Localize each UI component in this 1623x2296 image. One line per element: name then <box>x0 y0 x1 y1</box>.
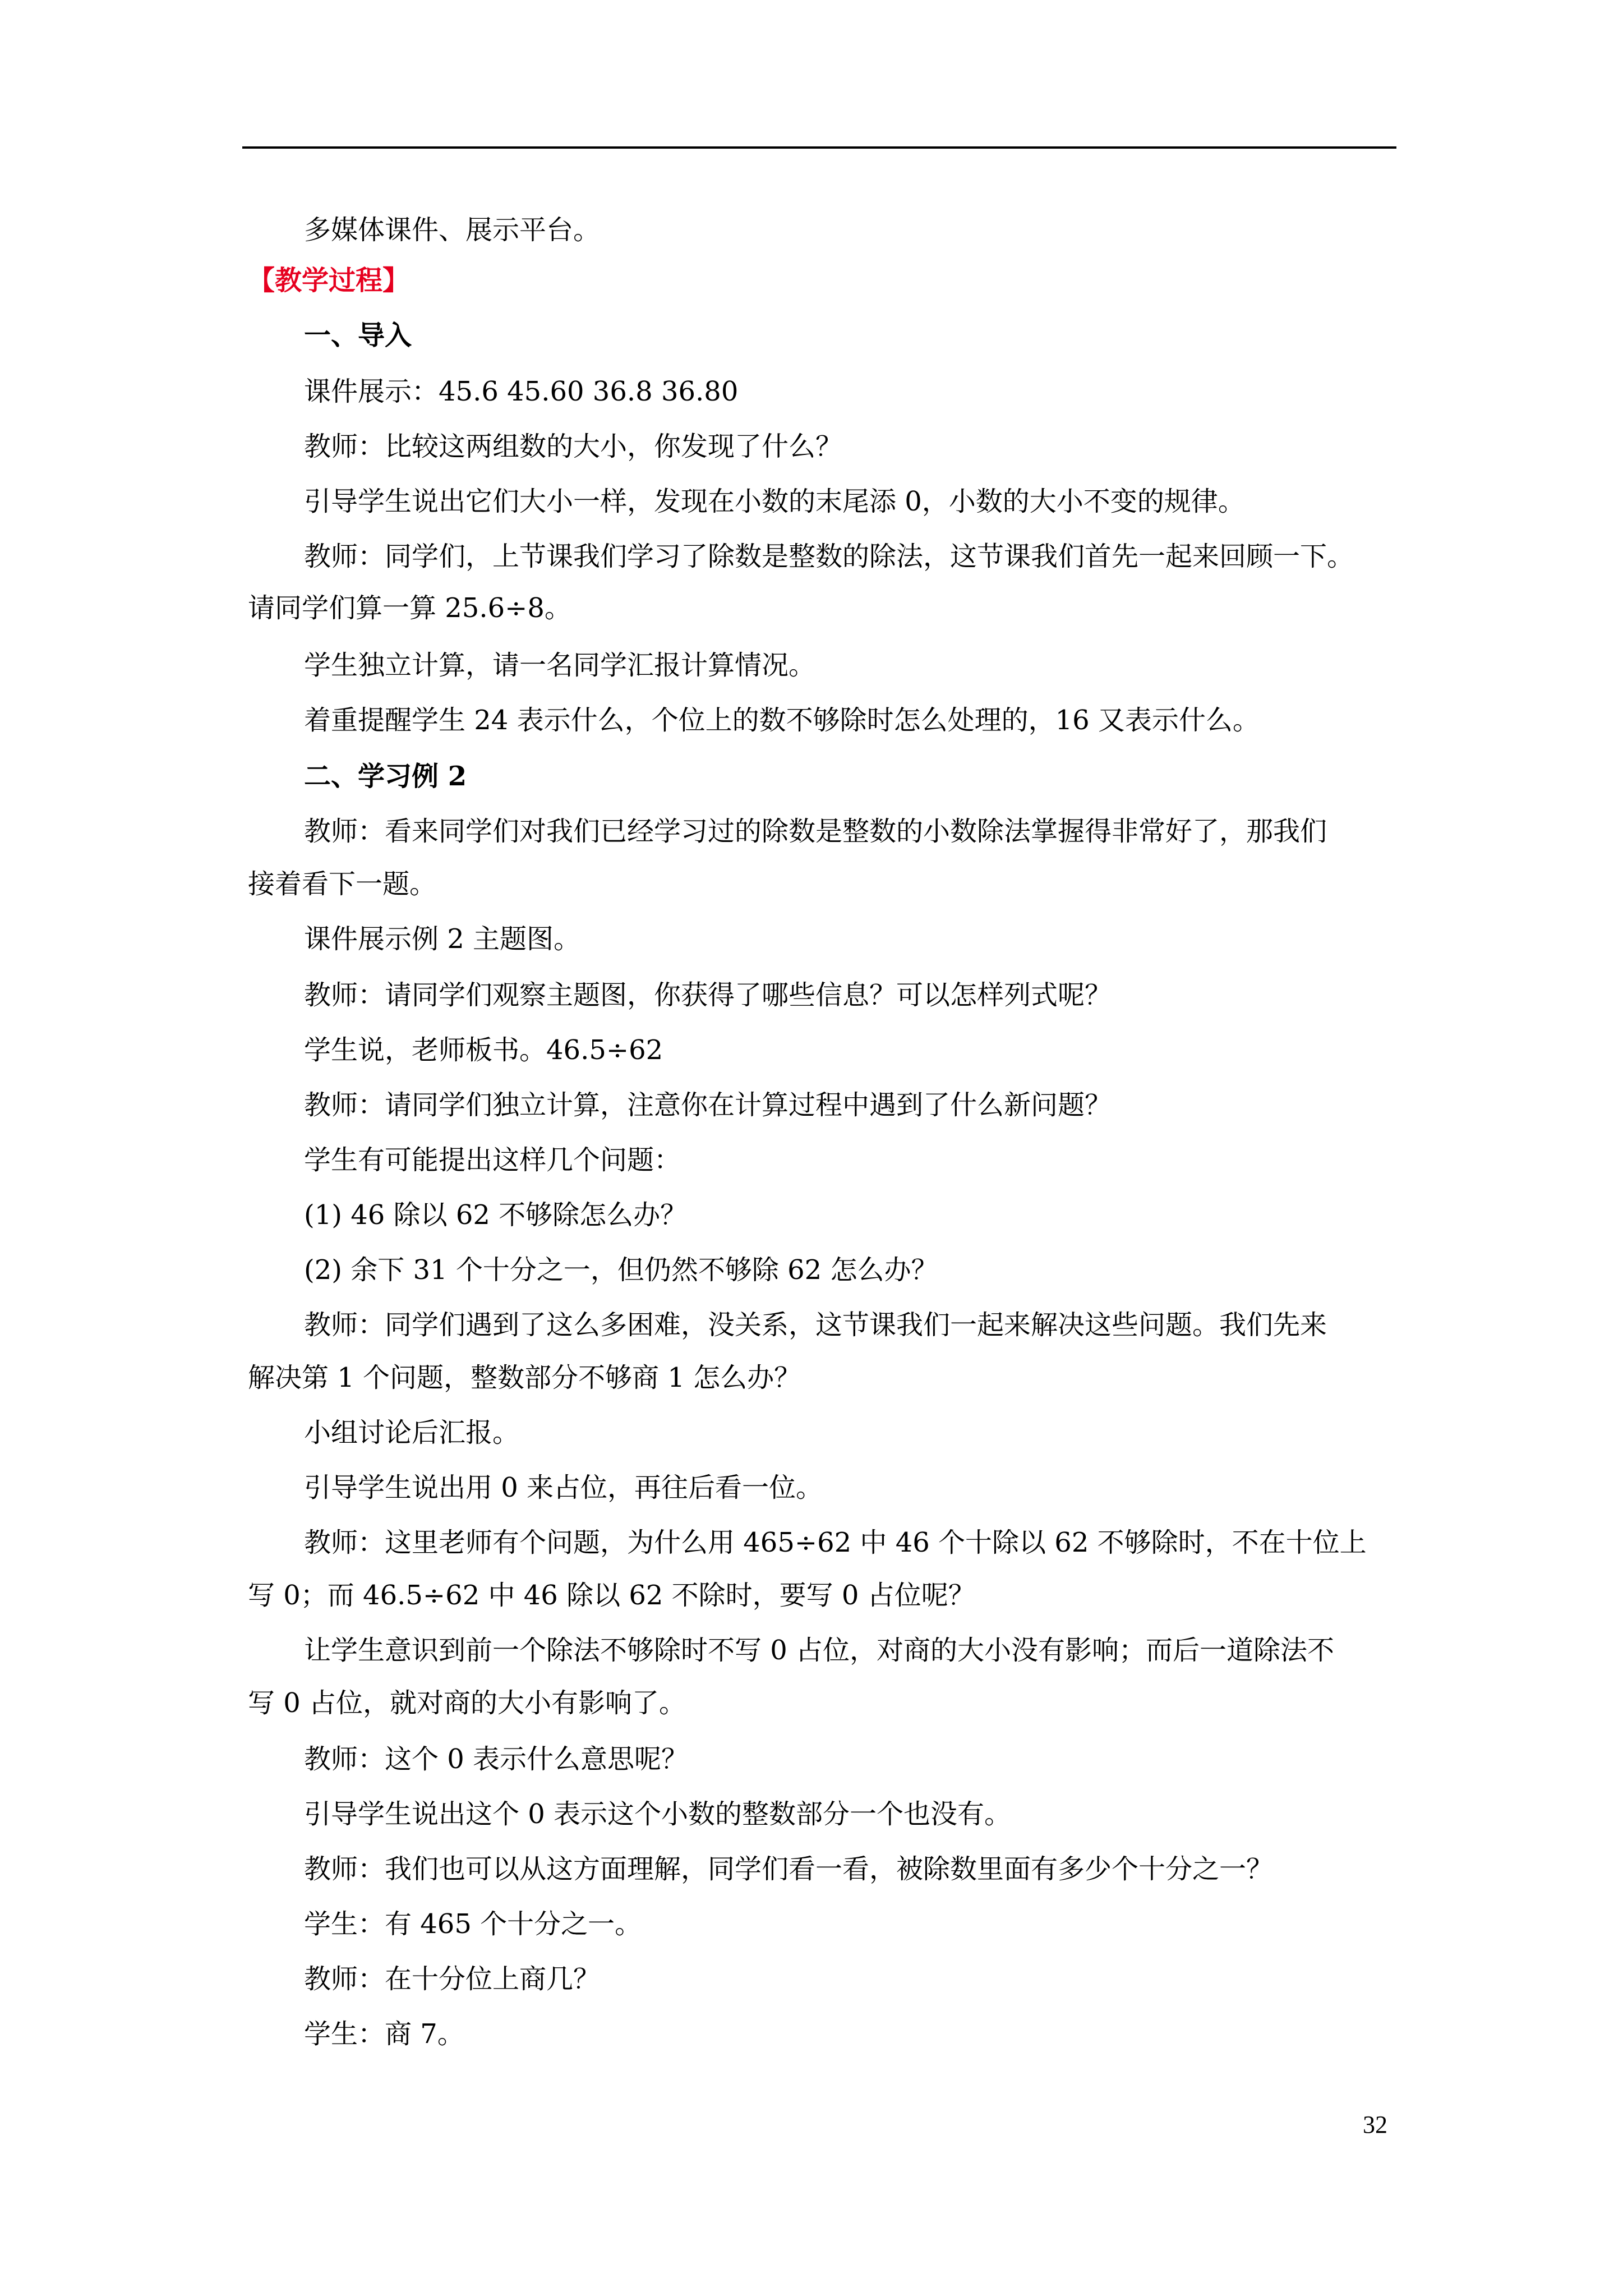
list-item: (1) 46 除以 62 不够除怎么办？ <box>304 1199 688 1231</box>
paragraph: 学生：有 465 个十分之一。 <box>304 1908 642 1940</box>
paragraph: 学生说，老师板书。46.5÷62 <box>304 1034 663 1066</box>
paragraph: 教师：这个 0 表示什么意思呢？ <box>304 1743 689 1775</box>
list-item: (2) 余下 31 个十分之一，但仍然不够除 62 怎么办？ <box>304 1254 938 1286</box>
paragraph: 教师：我们也可以从这方面理解，同学们看一看，被除数里面有多少个十分之一？ <box>304 1853 1274 1885</box>
paragraph: 教师：同学们遇到了这么多困难，没关系，这节课我们一起来解决这些问题。我们先来 <box>304 1309 1327 1341</box>
paragraph: 教师：看来同学们对我们已经学习过的除数是整数的小数除法掌握得非常好了，那我们 <box>304 816 1327 847</box>
paragraph-continuation: 写 0；而 46.5÷62 中 46 除以 62 不除时，要写 0 占位呢？ <box>248 1580 975 1611</box>
paragraph: 多媒体课件、展示平台。 <box>304 214 601 246</box>
paragraph-continuation: 请同学们算一算 25.6÷8。 <box>248 592 571 624</box>
paragraph: 学生有可能提出这样几个问题： <box>304 1144 681 1176</box>
header-rule <box>242 146 1396 149</box>
paragraph: 课件展示：45.6 45.60 36.8 36.80 <box>304 376 739 407</box>
paragraph: 引导学生说出这个 0 表示这个小数的整数部分一个也没有。 <box>304 1798 1012 1830</box>
subheading-example-2: 二、学习例 2 <box>304 761 467 792</box>
paragraph: 教师：在十分位上商几？ <box>304 1963 601 1995</box>
paragraph-continuation: 写 0 占位，就对商的大小有影响了。 <box>248 1687 686 1719</box>
paragraph: 学生独立计算，请一名同学汇报计算情况。 <box>304 650 816 681</box>
paragraph: 引导学生说出它们大小一样，发现在小数的末尾添 0，小数的大小不变的规律。 <box>304 486 1245 517</box>
paragraph: 教师：请同学们独立计算，注意你在计算过程中遇到了什么新问题？ <box>304 1089 1112 1121</box>
paragraph: 教师：请同学们观察主题图，你获得了哪些信息？可以怎样列式呢？ <box>304 979 1112 1011</box>
paragraph: 让学生意识到前一个除法不够除时不写 0 占位，对商的大小没有影响；而后一道除法不 <box>304 1635 1335 1666</box>
paragraph: 教师：比较这两组数的大小，你发现了什么？ <box>304 431 843 462</box>
subheading-introduction: 一、导入 <box>304 320 412 351</box>
page-number: 32 <box>1363 2111 1387 2138</box>
paragraph: 教师：同学们，上节课我们学习了除数是整数的除法，这节课我们首先一起来回顾一下。 <box>304 541 1354 572</box>
paragraph: 着重提醒学生 24 表示什么，个位上的数不够除时怎么处理的，16 又表示什么。 <box>304 705 1260 736</box>
paragraph-continuation: 接着看下一题。 <box>248 868 437 900</box>
section-heading-teaching-process: 【教学过程】 <box>248 265 410 296</box>
paragraph: 课件展示例 2 主题图。 <box>304 923 581 955</box>
paragraph-continuation: 解决第 1 个问题，整数部分不够商 1 怎么办？ <box>248 1362 801 1393</box>
paragraph: 学生：商 7。 <box>304 2018 464 2050</box>
paragraph: 小组讨论后汇报。 <box>304 1417 520 1448</box>
paragraph: 引导学生说出用 0 来占位，再往后看一位。 <box>304 1472 823 1503</box>
paragraph: 教师：这里老师有个问题，为什么用 465÷62 中 46 个十除以 62 不够除时，不在十位上 <box>304 1527 1367 1558</box>
